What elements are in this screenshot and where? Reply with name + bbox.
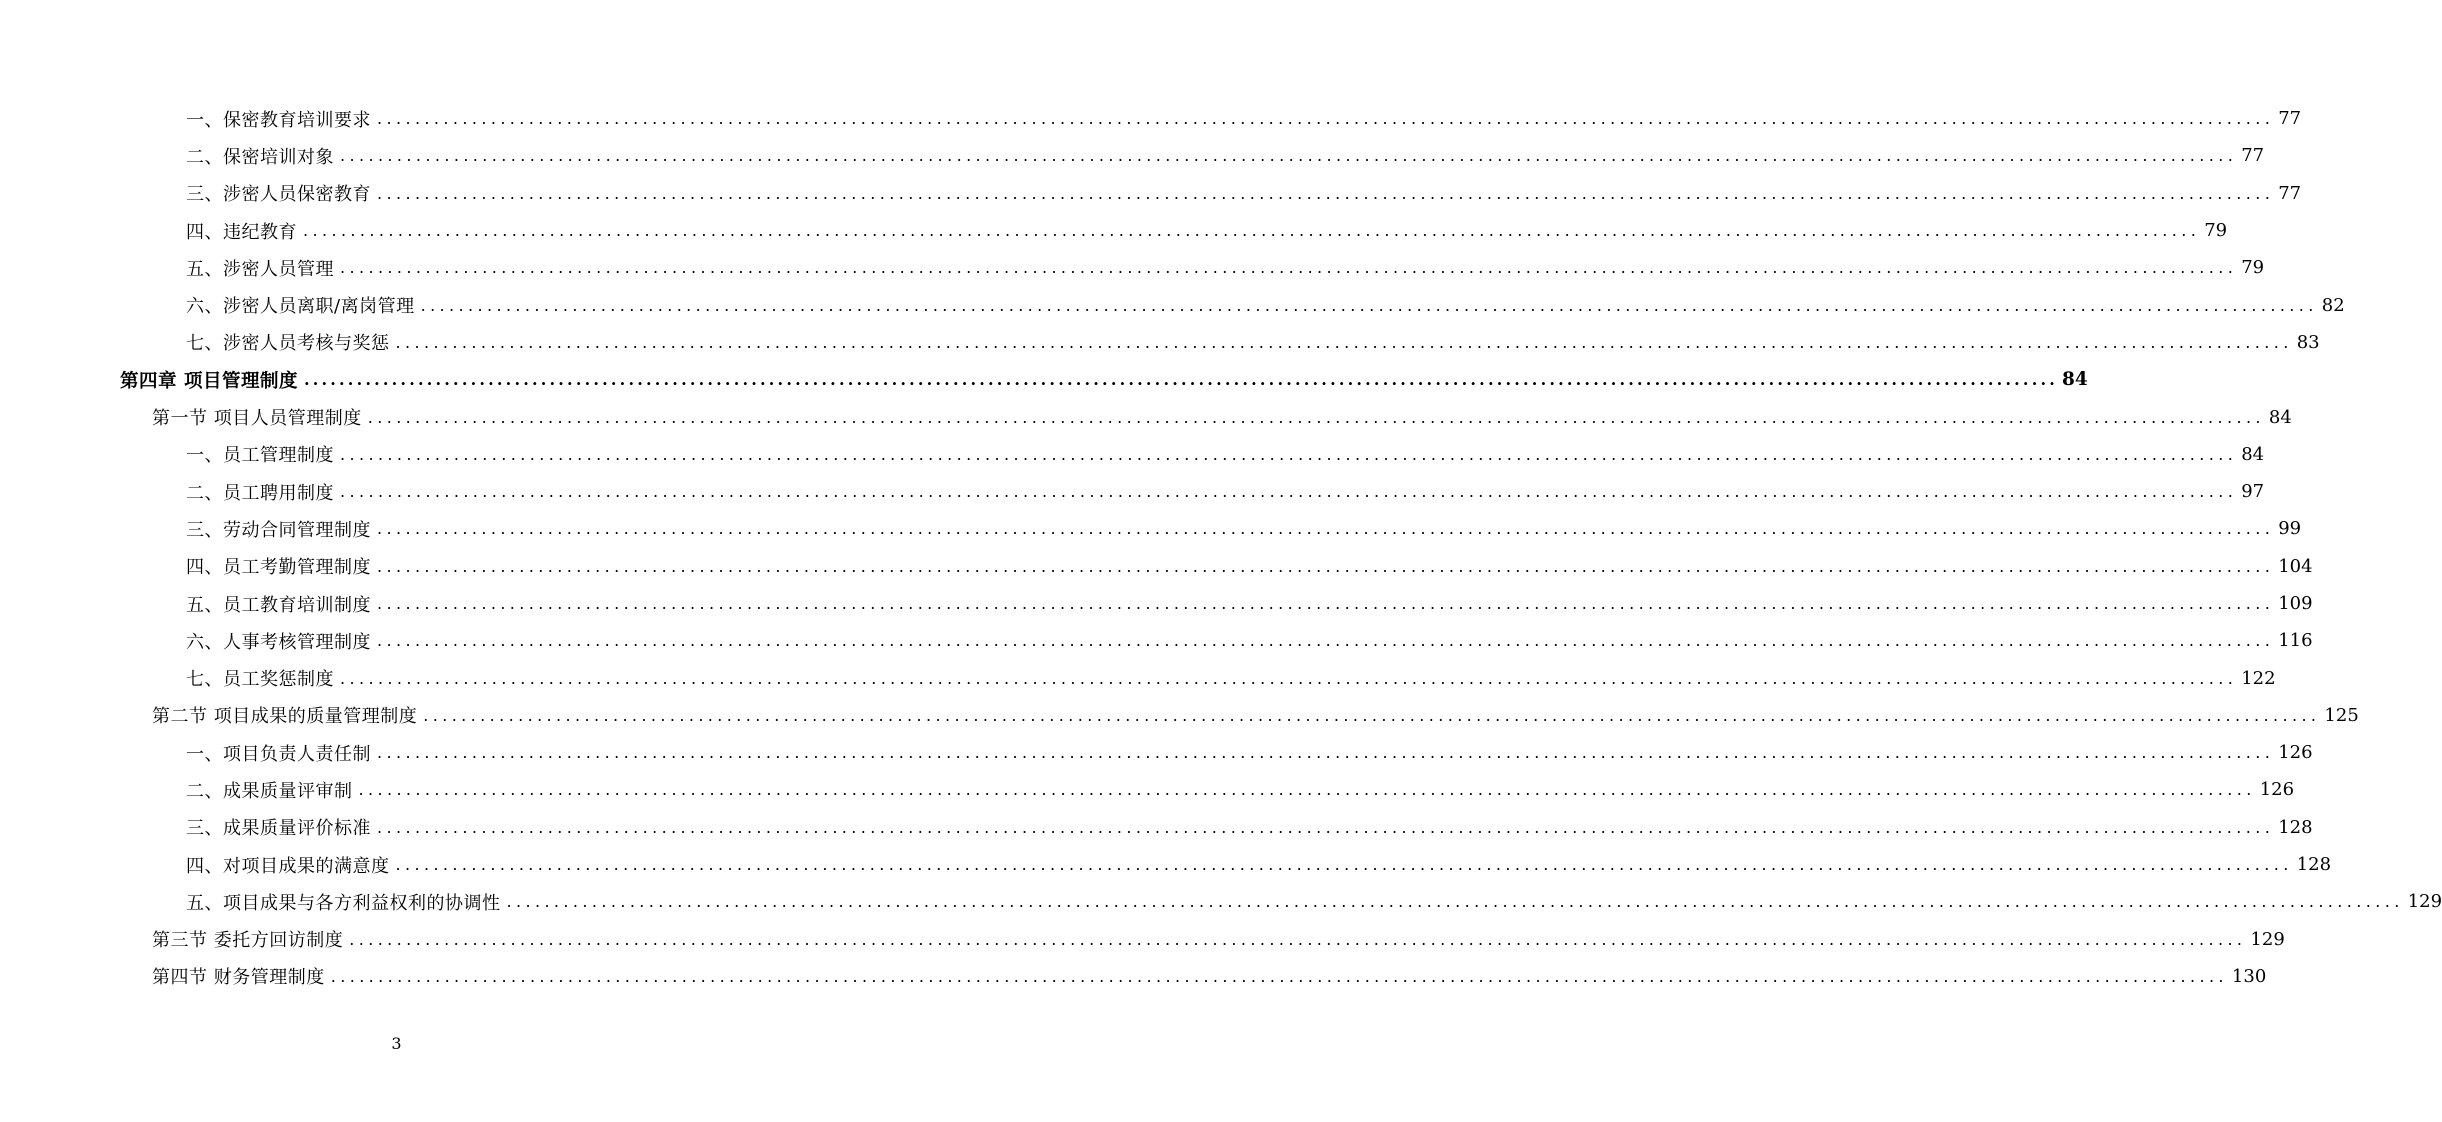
toc-entry[interactable]	[0, 510, 2302, 547]
dot-leader: ........................................................................................................................................................................................................	[377, 817, 2275, 837]
dot-leader: ........................................................................................................................................................................................................	[377, 743, 2275, 763]
toc-entry-page: 82	[2321, 294, 2345, 316]
toc-entry-title: 三、涉密人员保密教育	[186, 184, 371, 206]
toc-entry-title: 第二节 项目成果的质量管理制度	[152, 706, 418, 728]
toc-entry[interactable]	[0, 473, 2265, 510]
dot-leader: ........................................................................................................................................................................................................	[377, 109, 2275, 129]
dot-leader: ........................................................................................................................................................................................................	[340, 482, 2238, 502]
toc-entry-page: 99	[2278, 518, 2302, 540]
toc-entry-title: 六、涉密人员离职/离岗管理	[186, 296, 415, 318]
table-of-contents	[0, 100, 2442, 995]
toc-entry-page: 122	[2241, 667, 2276, 689]
toc-entry[interactable]	[0, 809, 2313, 846]
toc-entry[interactable]	[0, 659, 2276, 696]
toc-entry[interactable]	[0, 324, 2320, 361]
toc-entry-page: 129	[2407, 891, 2442, 913]
toc-entry-title: 五、项目成果与各方利益权利的协调性	[186, 892, 501, 914]
toc-entry[interactable]	[0, 697, 2359, 734]
dot-leader: ........................................................................................................................................................................................................	[377, 594, 2275, 613]
dot-leader: ........................................................................................................................................................................................................	[340, 146, 2238, 166]
toc-entry-page: 77	[2278, 182, 2302, 204]
toc-entry-page: 77	[2278, 108, 2302, 130]
toc-entry[interactable]	[0, 622, 2313, 659]
dot-leader: ........................................................................................................................................................................................................	[367, 407, 2265, 427]
toc-entry[interactable]	[0, 548, 2313, 585]
toc-entry-title: 二、员工聘用制度	[186, 482, 334, 504]
page-number: 3	[391, 1034, 402, 1053]
dot-leader: ........................................................................................................................................................................................................	[358, 780, 2256, 800]
dot-leader: ........................................................................................................................................................................................................	[330, 966, 2228, 986]
toc-entry-page: 104	[2278, 555, 2313, 577]
dot-leader: ........................................................................................................................................................................................................	[340, 444, 2238, 464]
toc-entry-page: 79	[2241, 257, 2265, 279]
dot-leader: ........................................................................................................................................................................................................	[377, 519, 2275, 539]
dot-leader: ........................................................................................................................................................................................................	[377, 631, 2275, 651]
toc-entry-title: 五、涉密人员管理	[186, 258, 334, 280]
toc-entry-title: 三、成果质量评价标准	[186, 818, 371, 840]
toc-entry-page: 128	[2278, 816, 2313, 838]
dot-leader: ........................................................................................................................................................................................................	[420, 295, 2318, 315]
toc-entry-page: 130	[2231, 965, 2267, 987]
toc-entry[interactable]	[0, 958, 2267, 995]
toc-entry-page: 126	[2259, 779, 2295, 801]
toc-entry[interactable]	[0, 398, 2292, 435]
toc-entry-page: 97	[2241, 481, 2265, 503]
toc-entry[interactable]	[0, 286, 2345, 323]
toc-entry-title: 第四节 财务管理制度	[152, 967, 325, 989]
toc-entry-title: 四、违纪教育	[186, 221, 297, 243]
toc-entry-title: 一、员工管理制度	[186, 445, 334, 467]
toc-entry-title: 一、项目负责人责任制	[186, 743, 371, 765]
dot-leader: ........................................................................................................................................................................................................	[377, 556, 2275, 576]
toc-entry-title: 七、涉密人员考核与奖惩	[186, 333, 390, 355]
toc-entry-title: 四、员工考勤管理制度	[186, 557, 371, 579]
dot-leader: ........................................................................................................................................................................................................	[303, 370, 2059, 390]
toc-entry-title: 二、成果质量评审制	[186, 780, 353, 802]
toc-entry-title: 七、员工奖惩制度	[186, 669, 334, 691]
dot-leader: ........................................................................................................................................................................................................	[506, 892, 2404, 912]
toc-entry[interactable]	[0, 361, 2088, 398]
toc-entry[interactable]	[0, 734, 2313, 771]
toc-entry-page: 125	[2324, 704, 2359, 726]
toc-entry[interactable]	[0, 771, 2295, 808]
toc-entry-title: 第四章 项目管理制度	[120, 370, 298, 392]
toc-entry-page: 128	[2296, 854, 2332, 876]
dot-leader: ........................................................................................................................................................................................................	[303, 221, 2201, 241]
toc-entry-page: 84	[2268, 406, 2292, 428]
toc-entry-page: 77	[2241, 145, 2265, 167]
toc-entry-page: 129	[2250, 928, 2285, 950]
toc-entry-title: 四、对项目成果的满意度	[186, 855, 390, 877]
dot-leader: ........................................................................................................................................................................................................	[340, 258, 2238, 278]
toc-entry-page: 126	[2278, 742, 2313, 764]
toc-entry[interactable]	[0, 175, 2302, 212]
toc-entry-page: 84	[2062, 369, 2088, 391]
dot-leader: ........................................................................................................................................................................................................	[377, 183, 2275, 203]
dot-leader: ........................................................................................................................................................................................................	[395, 855, 2293, 875]
dot-leader: ........................................................................................................................................................................................................	[395, 332, 2293, 352]
toc-entry-title: 五、员工教育培训制度	[186, 594, 371, 616]
dot-leader: ........................................................................................................................................................................................................	[349, 929, 2247, 949]
toc-entry[interactable]	[0, 921, 2285, 958]
toc-entry[interactable]	[0, 100, 2302, 137]
toc-entry-page: 84	[2241, 443, 2265, 465]
dot-leader: ........................................................................................................................................................................................................	[340, 668, 2238, 688]
toc-entry-page: 79	[2204, 220, 2228, 242]
toc-entry[interactable]	[0, 846, 2332, 883]
toc-entry-title: 二、保密培训对象	[186, 146, 334, 168]
toc-entry[interactable]	[0, 137, 2265, 174]
toc-entry-title: 第一节 项目人员管理制度	[152, 408, 362, 430]
toc-entry-page: 83	[2296, 331, 2320, 353]
toc-entry[interactable]	[0, 436, 2265, 473]
toc-entry-title: 一、保密教育培训要求	[186, 109, 371, 131]
toc-entry-title: 第三节 委托方回访制度	[152, 930, 344, 952]
toc-entry-title: 三、劳动合同管理制度	[186, 519, 371, 541]
toc-entry[interactable]	[0, 585, 2313, 622]
toc-entry-page: 116	[2278, 630, 2313, 652]
toc-entry-title: 六、人事考核管理制度	[186, 631, 371, 653]
toc-entry[interactable]	[0, 212, 2228, 249]
dot-leader: ........................................................................................................................................................................................................	[423, 705, 2321, 725]
toc-entry[interactable]	[0, 249, 2265, 286]
toc-entry[interactable]	[0, 883, 2442, 920]
toc-entry-page: 109	[2278, 593, 2313, 614]
